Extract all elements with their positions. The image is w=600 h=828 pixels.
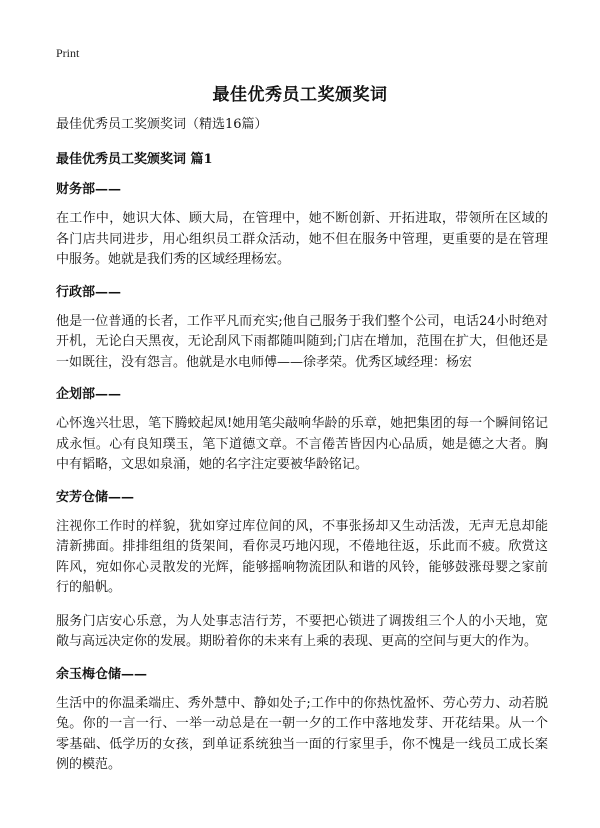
section-paragraph: 心怀逸兴壮思，笔下腾蛟起凤!她用笔尖敲响华龄的乐章，她把集团的每一个瞬间铭记成永恒。心有良知璞玉，笔下道德文章。不言倦苦皆因内心品质，她是德之大者。胸中有韬略，文思如泉涌，她的名字注定要被华龄铭记。 <box>56 416 548 472</box>
section-admin <box>56 284 548 374</box>
section-paragraph: 在工作中，她识大体、顾大局，在管理中，她不断创新、开拓进取，带领所在区域的各门店共同进步，用心组织员工群众活动，她不但在服务中管理，更重要的是在管理中服务。她就是我们秀的区域经理杨宏。 <box>56 211 548 267</box>
document-body <box>56 116 548 789</box>
document-subtitle: 最佳优秀员工奖颁奖词（精选16篇） <box>56 117 268 132</box>
section-heading-finance: 财务部—— <box>56 182 122 197</box>
section-planning <box>56 386 548 476</box>
section-paragraph: 注视你工作时的样貌，犹如穿过库位间的风，不事张扬却又生动活泼，无声无息却能清新拂面。排排组组的货架间，看你灵巧地闪现，不倦地往返，乐此而不疲。欣赏这阵风，宛如你心灵散发的光辉，能够摇响物流团队和谐的风铃，能够鼓涨母婴之家前行的船帆。 <box>56 518 548 595</box>
section-anfang-storage <box>56 489 548 653</box>
document-title: 最佳优秀员工奖颁奖词 <box>212 85 388 105</box>
section-heading-admin: 行政部—— <box>56 284 122 300</box>
section-paragraph: 服务门店安心乐意，为人处事志洁行芳，不要把心锁进了调拨组三个人的小天地，宽敞与高远决定你的发展。期盼着你的未来有上乘的表现、更高的空间与更大的作为。 <box>56 613 548 649</box>
article-heading: 最佳优秀员工奖颁奖词 篇1 <box>56 152 213 167</box>
section-paragraph: 他是一位普通的长者，工作平凡而充实;他自己服务于我们整个公司，电话24小时绝对开机，无论白天黑夜，无论刮风下雨都随叫随到;门店在增加，范围在扩大，但他还是一如既往，没有怨言。他就是水电师傅——徐孝荣。优秀区域经理：杨宏 <box>56 313 548 370</box>
section-heading-anfang-storage: 安芳仓储—— <box>56 489 135 505</box>
section-paragraph: 生活中的你温柔端庄、秀外慧中、静如处子;工作中的你热忱盈怀、劳心劳力、动若脱兔。你的一言一行、一举一动总是在一朝一夕的工作中落地发芽、开花结果。从一个零基础、低学历的女孩，到单证系统独当一面的行家里手，你不愧是一线员工成长案例的模范。 <box>56 695 548 772</box>
print-label[interactable]: Print <box>56 46 80 60</box>
section-heading-planning: 企划部—— <box>56 387 122 402</box>
section-yuyumei-storage <box>56 666 548 776</box>
section-finance <box>56 181 548 271</box>
section-heading-yuyumei-storage: 余玉梅仓储—— <box>56 666 148 682</box>
